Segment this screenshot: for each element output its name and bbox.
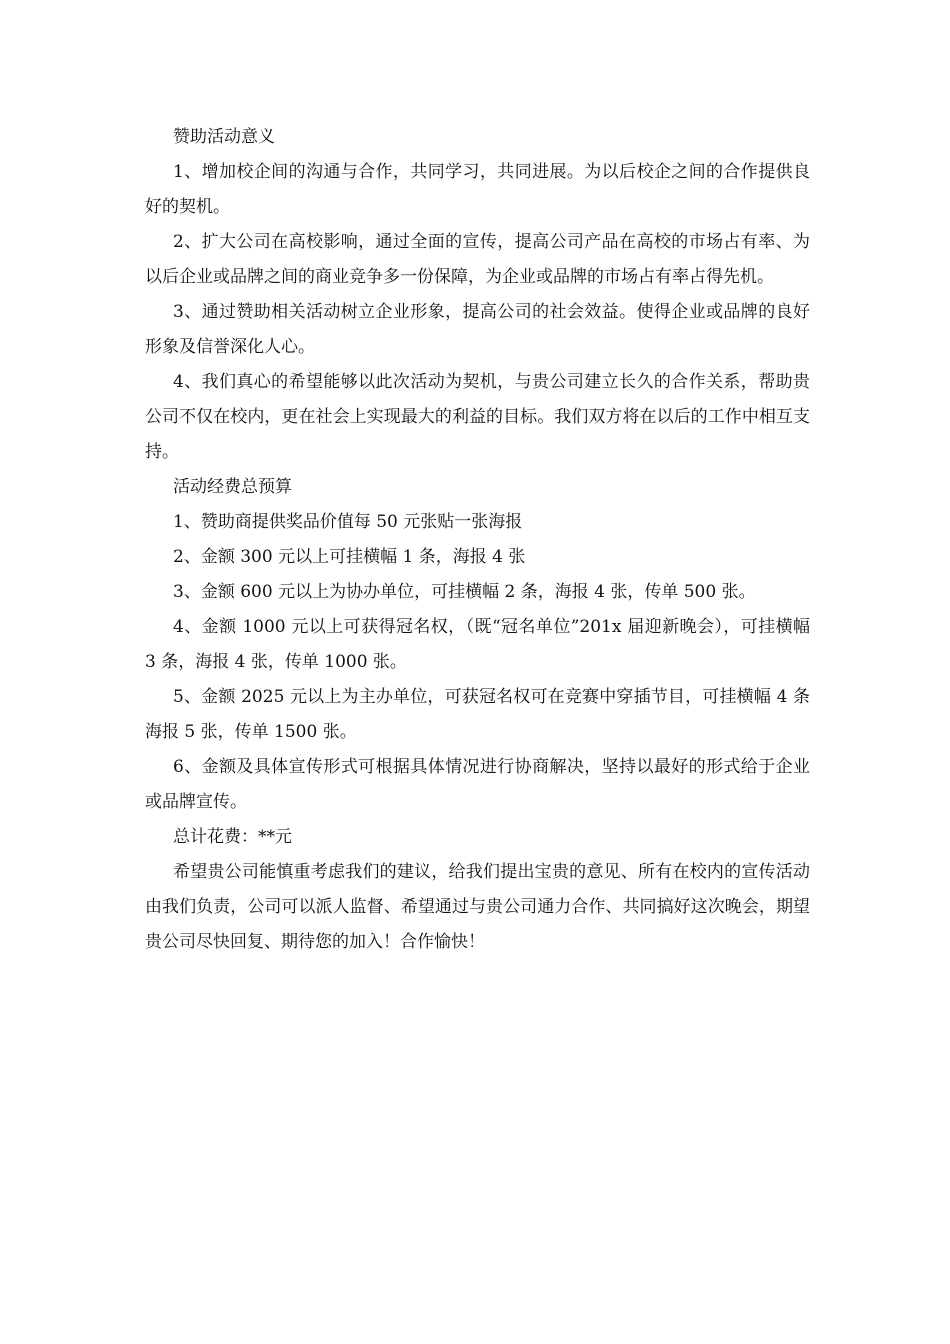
paragraph-closing: 希望贵公司能慎重考虑我们的建议，给我们提出宝贵的意见、所有在校内的宣传活动由我们负责，公司可以派人监督、希望通过与贵公司通力合作、共同搞好这次晚会，期望贵公司尽快回复、期待您的加入！合作愉快！: [145, 862, 810, 952]
section-heading-significance: 赞助活动意义: [173, 127, 275, 147]
paragraph-budget-6: 6、金额及具体宣传形式可根据具体情况进行协商解决，坚持以最好的形式给于企业或品牌宣传。: [145, 757, 810, 812]
paragraph-total-cost: 总计花费：**元: [173, 827, 292, 847]
section-heading-budget: 活动经费总预算: [173, 477, 292, 497]
paragraph-budget-5: 5、金额 2025 元以上为主办单位，可获冠名权可在竞赛中穿插节目，可挂横幅 4 条海报 5 张，传单 1500 张。: [145, 687, 810, 742]
paragraph-budget-2: 2、金额 300 元以上可挂横幅 1 条，海报 4 张: [173, 547, 526, 567]
paragraph-significance-4: 4、我们真心的希望能够以此次活动为契机，与贵公司建立长久的合作关系，帮助贵公司不仅在校内，更在社会上实现最大的利益的目标。我们双方将在以后的工作中相互支持。: [145, 372, 810, 462]
paragraph-significance-1: 1、增加校企间的沟通与合作，共同学习，共同进展。为以后校企之间的合作提供良好的契机。: [145, 162, 810, 217]
paragraph-budget-1: 1、赞助商提供奖品价值每 50 元张贴一张海报: [173, 512, 523, 532]
paragraph-budget-3: 3、金额 600 元以上为协办单位，可挂横幅 2 条，海报 4 张，传单 500 张。: [173, 582, 756, 602]
paragraph-significance-2: 2、扩大公司在高校影响，通过全面的宣传，提高公司产品在高校的市场占有率、为以后企业或品牌之间的商业竞争多一份保障，为企业或品牌的市场占有率占得先机。: [145, 232, 810, 287]
document-body: [145, 120, 810, 960]
paragraph-significance-3: 3、通过赞助相关活动树立企业形象，提高公司的社会效益。使得企业或品牌的良好形象及信誉深化人心。: [145, 302, 810, 357]
paragraph-budget-4: 4、金额 1000 元以上可获得冠名权，（既“冠名单位”201x 届迎新晚会），可挂横幅 3 条，海报 4 张，传单 1000 张。: [145, 617, 810, 672]
